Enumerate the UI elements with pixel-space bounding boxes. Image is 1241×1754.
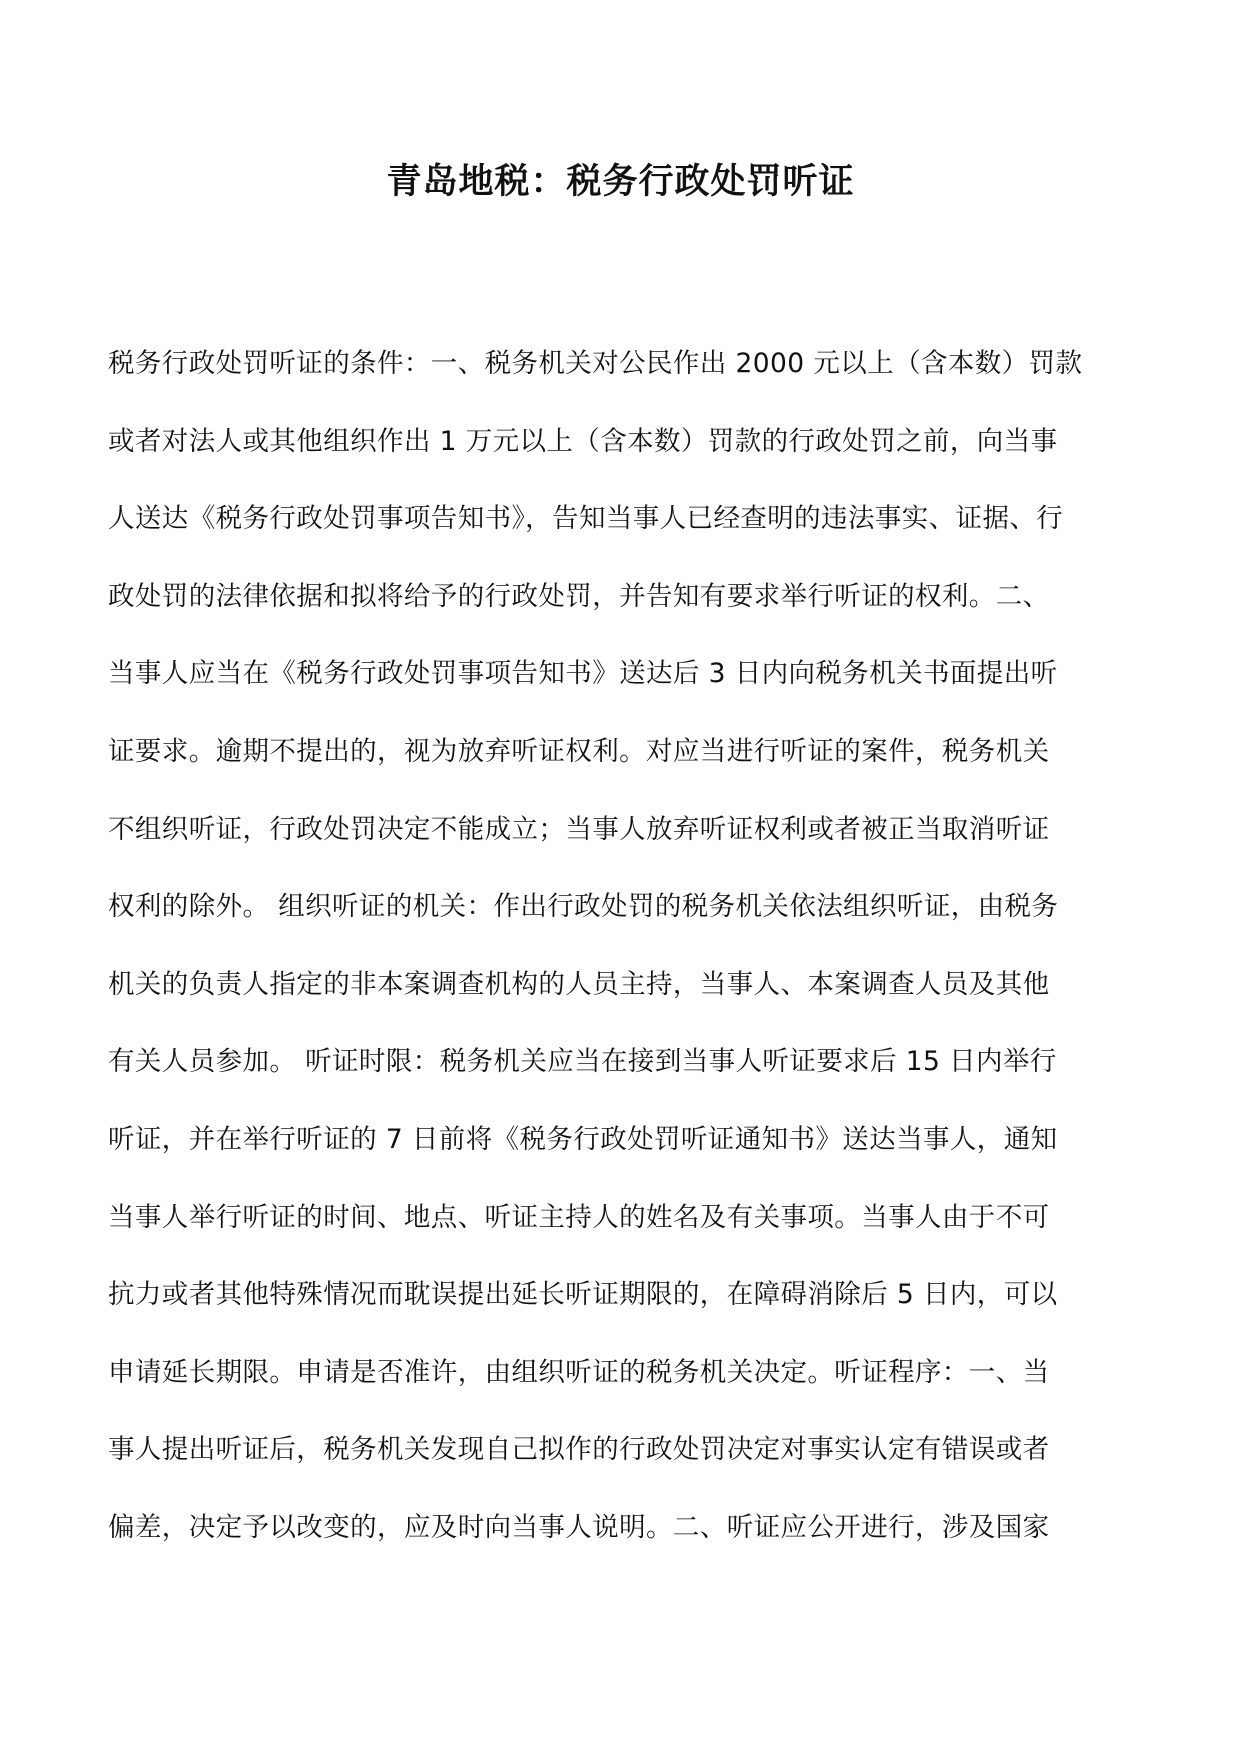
- body-line: 当事人应当在《税务行政处罚事项告知书》送达后 3 日内向税务机关书面提出听: [108, 658, 1058, 690]
- document-title: 青岛地税：税务行政处罚听证: [386, 161, 855, 202]
- body-line: 听证，并在举行听证的 7 日前将《税务行政处罚听证通知书》送达当事人，通知: [108, 1123, 1058, 1155]
- body-line: 偏差，决定予以改变的，应及时向当事人说明。二、听证应公开进行，涉及国家: [108, 1511, 1050, 1543]
- body-line: 或者对法人或其他组织作出 1 万元以上（含本数）罚款的行政处罚之前，向当事: [108, 425, 1058, 457]
- body-line: 不组织听证，行政处罚决定不能成立；当事人放弃听证权利或者被正当取消听证: [108, 813, 1050, 845]
- body-line: 税务行政处罚听证的条件：一、税务机关对公民作出 2000 元以上（含本数）罚款: [108, 348, 1083, 379]
- body-line: 有关人员参加。 听证时限：税务机关应当在接到当事人听证要求后 15 日内举行: [108, 1046, 1057, 1078]
- body-line: 政处罚的法律依据和拟将给予的行政处罚，并告知有要求举行听证的权利。二、: [108, 580, 1050, 612]
- body-line: 抗力或者其他特殊情况而耽误提出延长听证期限的，在障碍消除后 5 日内，可以: [108, 1279, 1058, 1311]
- body-line: 权利的除外。 组织听证的机关：作出行政处罚的税务机关依法组织听证，由税务: [108, 891, 1059, 923]
- body-line: 证要求。逾期不提出的，视为放弃听证权利。对应当进行听证的案件，税务机关: [108, 735, 1050, 767]
- body-line: 事人提出听证后，税务机关发现自己拟作的行政处罚决定对事实认定有错误或者: [108, 1434, 1050, 1466]
- body-line: 人送达《税务行政处罚事项告知书》，告知当事人已经查明的违法事实、证据、行: [108, 503, 1064, 535]
- document-body: [108, 345, 1148, 1587]
- body-line: 机关的负责人指定的非本案调查机构的人员主持，当事人、本案调查人员及其他: [108, 968, 1050, 1000]
- body-line: 申请延长期限。申请是否准许，由组织听证的税务机关决定。听证程序：一、当: [108, 1356, 1050, 1388]
- body-line: 当事人举行听证的时间、地点、听证主持人的姓名及有关事项。当事人由于不可: [108, 1201, 1050, 1233]
